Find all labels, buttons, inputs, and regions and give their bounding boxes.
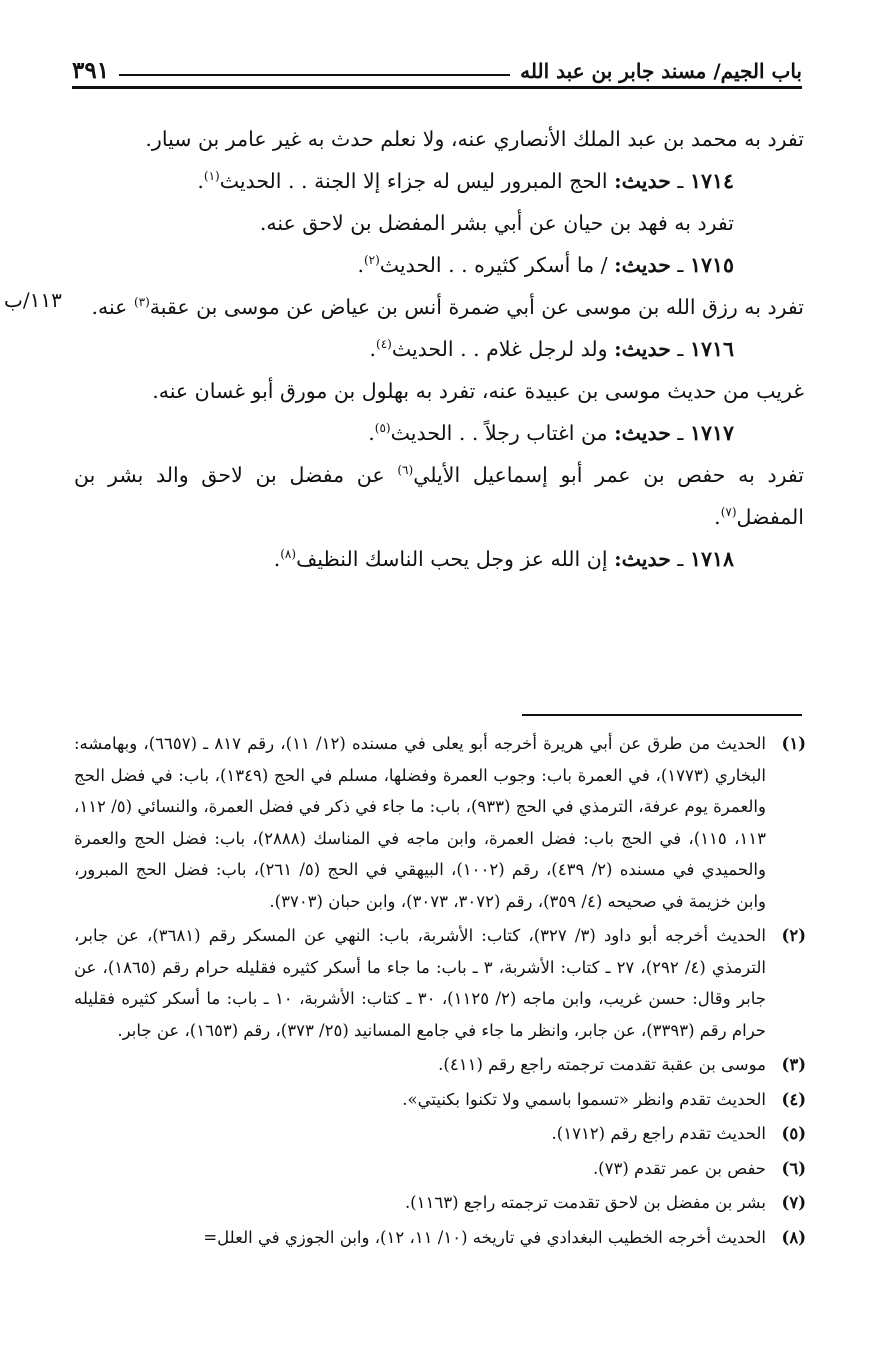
footnote: (٢) الحديث أخرجه أبو داود (٣/ ٣٢٧)، كتاب: الأشربة، باب: النهي عن المسكر رقم (٣٦٨١)، عن جابر، الترمذي (٤/ ٢٩٢)، ٢٧ ـ كتاب: الأشربة، ٣ ـ باب: ما جاء ما أسكر كثيره فقليله حرام رقم (١٨٦٥)، عن جابر وقال: حسن غريب، وابن ماجه (٢/ ١١٢٥)، ٣٠ ـ كتاب: الأشربة، ١٠ ـ باب: ما أسكر كثيره فقليله حرام رقم (٣٣٩٣)، عن جابر، وانظر ما جاء في جامع المسانيد (٢٥/ ٣٧٣)، رقم (١٦٥٣)، عن جابر. (74, 926, 806, 1040)
hadith-entry-1714: ١٧١٤ ـ حديث: الحج المبرور ليس له جزاء إلا الجنة . . الحديث$^{(١)}$. (197, 169, 734, 193)
footnote: (٤) الحديث تقدم وانظر «تسموا باسمي ولا تكنوا بكنيتي». (402, 1089, 806, 1109)
footnote-ref[interactable]: (٧) (720, 505, 737, 520)
footnote-ref[interactable]: (١) (203, 169, 220, 184)
footnote-ref[interactable]: (٤) (376, 337, 392, 352)
footnote-ref[interactable]: (٥) (374, 421, 391, 436)
footnotes (74, 728, 806, 1256)
footnote: (٥) الحديث تقدم راجع رقم (١٧١٢). (551, 1124, 806, 1143)
running-header (72, 52, 802, 89)
footnote: (٨) الحديث أخرجه الخطيب البغدادي في تاريخه (١٠/ ١١، ١٢)، وابن الجوزي في العلل= (203, 1227, 806, 1247)
footnote: (٧) بشر بن مفضل بن لاحق تقدمت ترجمته راجع (١١٦٣). (404, 1193, 806, 1212)
paragraph: تفرد به فهد بن حيان عن أبي بشر المفضل بن لاحق عنه. (259, 211, 734, 235)
footnote-separator (522, 714, 802, 716)
footnote: (٦) حفص بن عمر تقدم (٧٣). (592, 1158, 806, 1178)
paragraph: تفرد به محمد بن عبد الملك الأنصاري عنه، ولا نعلم حدث به غير عامر بن سيار. (145, 127, 804, 151)
paragraph: غريب من حديث موسى بن عبيدة عنه، تفرد به بهلول بن مورق أبو غسان عنه. (152, 379, 804, 403)
hadith-entry-1718: ١٧١٨ ـ حديث: إن الله عز وجل يحب الناسك النظيف$^{(٨)}$. (273, 547, 734, 571)
hadith-entry-1715: ١٧١٥ ـ حديث: / ما أسكر كثيره . . الحديث$^{(٢)}$. (357, 253, 734, 277)
footnote-ref[interactable]: (٢) (363, 253, 380, 268)
footnote-ref[interactable]: (٦) (397, 463, 414, 478)
paragraph: تفرد به حفص بن عمر أبو إسماعيل الأيلي$^{(٦)}$ عن مفضل بن لاحق والد بشر بن المفضل$^{(٧)}$. (74, 463, 804, 529)
paragraph: تفرد به رزق الله بن موسى عن أبي ضمرة أنس بن عياض عن موسى بن عقبة$^{(٣)}$ عنه. (91, 295, 804, 319)
footnote: (١) الحديث من طرق عن أبي هريرة أخرجه أبو يعلى في مسنده (١٢/ ١١)، رقم ٨١٧ ـ (٦٦٥٧)، وبهامشه: البخاري (١٧٧٣)، في العمرة باب: وجوب العمرة وفضلها، مسلم في الحج (١٣٤٩)، باب: في فضل الحج والعمرة يوم عرفة، الترمذي في الحج (٩٣٣)، باب: ما جاء في ذكر في فضل العمرة، والنسائي (٥/ ١١٢، ١١٣، ١١٥)، في الحج باب: فضل العمرة، وابن ماجه في المناسك (٢٨٨٨)، باب: فضل الحج والعمرة والحميدي في مسنده (٢/ ٤٣٩)، رقم (١٠٠٢)، البيهقي في الحج (٥/ ٢٦١)، باب: فضل الحج المبرور، وابن خزيمة في صحيحه (٤/ ٣٥٩)، رقم (٣٠٧٢، ٣٠٧٣)، وابن حبان (٣٧٠٣). (74, 734, 806, 911)
header-rule (119, 74, 510, 76)
header-title: باب الجيم/ مسند جابر بن عبد الله (520, 59, 802, 83)
page-number: ٣٩١ (72, 57, 110, 84)
footnote-ref[interactable]: (٣) (133, 295, 150, 310)
footnote: (٣) موسى بن عقبة تقدمت ترجمته راجع رقم (٤١١). (438, 1055, 806, 1074)
margin-folio-note: ١١٣/ب (4, 288, 62, 312)
footnote-ref[interactable]: (٨) (280, 547, 297, 562)
hadith-entry-1717: ١٧١٧ ـ حديث: من اغتاب رجلاً . . الحديث$^{(٥)}$. (368, 421, 734, 445)
main-text (74, 118, 804, 580)
hadith-entry-1716: ١٧١٦ ـ حديث: ولد لرجل غلام . . الحديث$^{(٤)}$. (369, 337, 734, 361)
